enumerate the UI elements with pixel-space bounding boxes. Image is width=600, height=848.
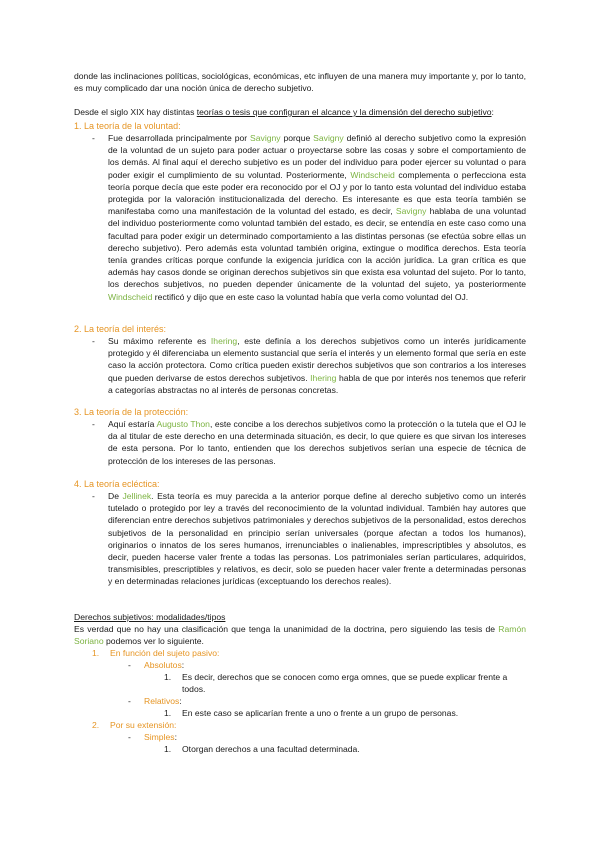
group-number: 1. xyxy=(92,648,100,658)
item-dash: - xyxy=(128,732,131,742)
section-heading-voluntad: 1. La teoría de la voluntad: xyxy=(74,121,181,131)
body-text: hablaba de una voluntad del individuo posteriormente como voluntad también del estado, es decir, se entendía en este caso como una facultad para poder exigir un determinado comportamiento a las distintas personas (se efectúa sobre ellas un derecho subjetivo). Pero además esta voluntad también origina, extingue o modifica derechos. Esta teoría tenía grandes críticas porque confunde la exigencia jurídica con la acción jurídica. La gran crítica es que además hay casos donde se originan derechos subjetivos sin que exista esa voluntad del sujeto. Por lo tanto, los derechos subjetivos, no pueden depender únicamente de la voluntad del sujeto, ya posteriormente xyxy=(108,206,527,290)
group-label: Por su extensión: xyxy=(110,720,177,730)
body-text: , este concibe a los derechos subjetivos como la protección o la tutela que el OJ le da al titular de este derecho en una determinada situación, es decir, lo que quiere es que sirvan los intereses de esta persona. Por lo tanto, entienden que los derechos subjetivos serían una especie de técnica de protección de los intereses de las personas. xyxy=(108,419,526,466)
highlighted-name: Savigny xyxy=(313,133,344,143)
item-label: Absolutos: xyxy=(144,660,185,670)
intro-paragraph: donde las inclinaciones políticas, sociológicas, económicas, etc influyen de una manera muy importante y, por lo tanto, es muy complicado dar una noción única de derecho subjetivo. xyxy=(74,71,526,94)
body-text: De xyxy=(108,491,123,501)
author-name: Ramón Soriano xyxy=(74,624,526,647)
lead-suffix: : xyxy=(491,107,494,117)
section-bullet-eclectica xyxy=(92,490,526,600)
item-label: Simples: xyxy=(144,732,177,742)
lead-prefix: Desde el siglo XIX hay distintas xyxy=(74,107,197,117)
highlighted-name: Windscheid xyxy=(350,169,395,180)
highlighted-name: Savigny xyxy=(250,133,281,143)
item-label: Relativos: xyxy=(144,696,182,706)
lead-paragraph xyxy=(74,106,526,118)
body-text: complementa o perfecciona esta teoría porque decía que este poder era reconocido por el OJ y por lo tanto esta voluntad del individuo estaba protegida por la valoración institucionalizada del derecho. Es interesante es que esta teoría también se manifestaba como una manifestación de la voluntad del estado, es decir, xyxy=(108,169,526,217)
item-absolutos-detail xyxy=(164,671,526,695)
highlighted-name: Savigny xyxy=(395,206,427,217)
group-label: En función del sujeto pasivo: xyxy=(110,648,220,658)
bullet-dash: - xyxy=(92,336,95,346)
modalidades-intro xyxy=(74,623,526,647)
detail-number: 1. xyxy=(164,744,172,754)
section-bullet-voluntad xyxy=(92,132,526,314)
section-bullet-interes xyxy=(92,335,526,397)
modalidades-title: Derechos subjetivos: modalidades/tipos xyxy=(74,612,226,622)
detail-text: Otorgan derechos a una facultad determinada. xyxy=(182,744,360,754)
body-text: definió al derecho subjetivo como la expresión de la voluntad de un sujeto para poder actuar o proyectarse sobre las cosas y sobre el comportamiento de los demás. Al final aquí el derecho subjetivo es un poder del individuo para poder ejercer su voluntad o para poder exigir el cumplimiento de su voluntad. Posteriormente, xyxy=(108,133,526,180)
detail-text: En este caso se aplicarían frente a uno o frente a un grupo de personas. xyxy=(182,708,459,718)
section-heading-eclectica: 4. La teoría ecléctica: xyxy=(74,479,160,489)
group-number: 2. xyxy=(92,720,100,730)
detail-number: 1. xyxy=(164,672,172,682)
body-text: Su máximo referente es xyxy=(108,336,211,346)
body-text: habla de que por interés nos tenemos que referir a categorías abstractas no al interés de personas concretas. xyxy=(108,372,526,395)
body-text: Fue desarrollada principalmente por xyxy=(108,133,251,143)
detail-text: Es decir, derechos que se conocen como erga omnes, que se puede explicar frente a todos. xyxy=(182,672,508,695)
body-text: rectificó y dijo que en este caso la voluntad había que verla como voluntad del OJ. xyxy=(152,291,469,302)
body-text: . Esta teoría es muy parecida a la anterior porque define al derecho subjetivo como un interés tutelado o protegido por ley a través del reconocimiento de la voluntad individual. También hay autores que diferencian entre derechos subjetivos patrimoniales y derechos subjetivos de la personalidad, estos derechos subjetivos de la personalidad en principio serían universales (porque afectan a todos los humanos), originarios o innatos de los seres humanos, irrenunciables o inalienables, imprescriptibles y absolutos, es decir, pueden hacerse valer frente a todas las personas. Los patrimoniales serían particulares, adquiridos, transmisibles, prescriptibles y relativos, es decir, solo se pueden hacer valer frente a determinadas personas y en determinadas relaciones jurídicas (exceptuando los derechos reales). xyxy=(108,491,526,587)
modalidades-intro-a: Es verdad que no hay una clasificación que tenga la unanimidad de la doctrina, pero siguiendo las tesis de xyxy=(74,624,499,634)
highlighted-name: Ihering xyxy=(210,336,238,346)
bullet-dash: - xyxy=(92,491,95,501)
section-body xyxy=(108,418,526,467)
section-bullet-proteccion xyxy=(92,418,526,468)
lead-underlined: teorías o tesis que configuran el alcance y la dimensión del derecho subjetivo xyxy=(196,107,492,117)
detail-number: 1. xyxy=(164,708,172,718)
bullet-dash: - xyxy=(92,419,95,429)
item-dash: - xyxy=(128,696,131,706)
section-body xyxy=(108,132,526,303)
highlighted-name: Ihering xyxy=(310,372,337,383)
modalidades-intro-b: podemos ver lo siguiente. xyxy=(103,636,204,647)
section-body xyxy=(108,335,526,396)
body-text: Aquí estaría xyxy=(108,419,157,429)
section-body xyxy=(108,490,526,588)
body-text: , este definía a los derechos subjetivos como un interés jurídicamente protegido y él diferenciaba un elemento sustancial que sería el interés y un elemento formal que sería en este caso la acción protectora. Como crítica pueden existir derechos subjetivos que son contrarios a los intereses que pueden derivarse de estos derechos subjetivos. xyxy=(108,336,527,383)
highlighted-name: Windscheid xyxy=(108,291,153,302)
item-dash: - xyxy=(128,660,131,670)
section-heading-proteccion: 3. La teoría de la protección: xyxy=(74,407,189,417)
section-heading-interes: 2. La teoría del interés: xyxy=(74,324,167,334)
bullet-dash: - xyxy=(92,133,95,143)
highlighted-name: Augusto Thon xyxy=(156,419,210,429)
highlighted-name: Jellinek xyxy=(122,491,152,501)
body-text: porque xyxy=(280,133,314,143)
